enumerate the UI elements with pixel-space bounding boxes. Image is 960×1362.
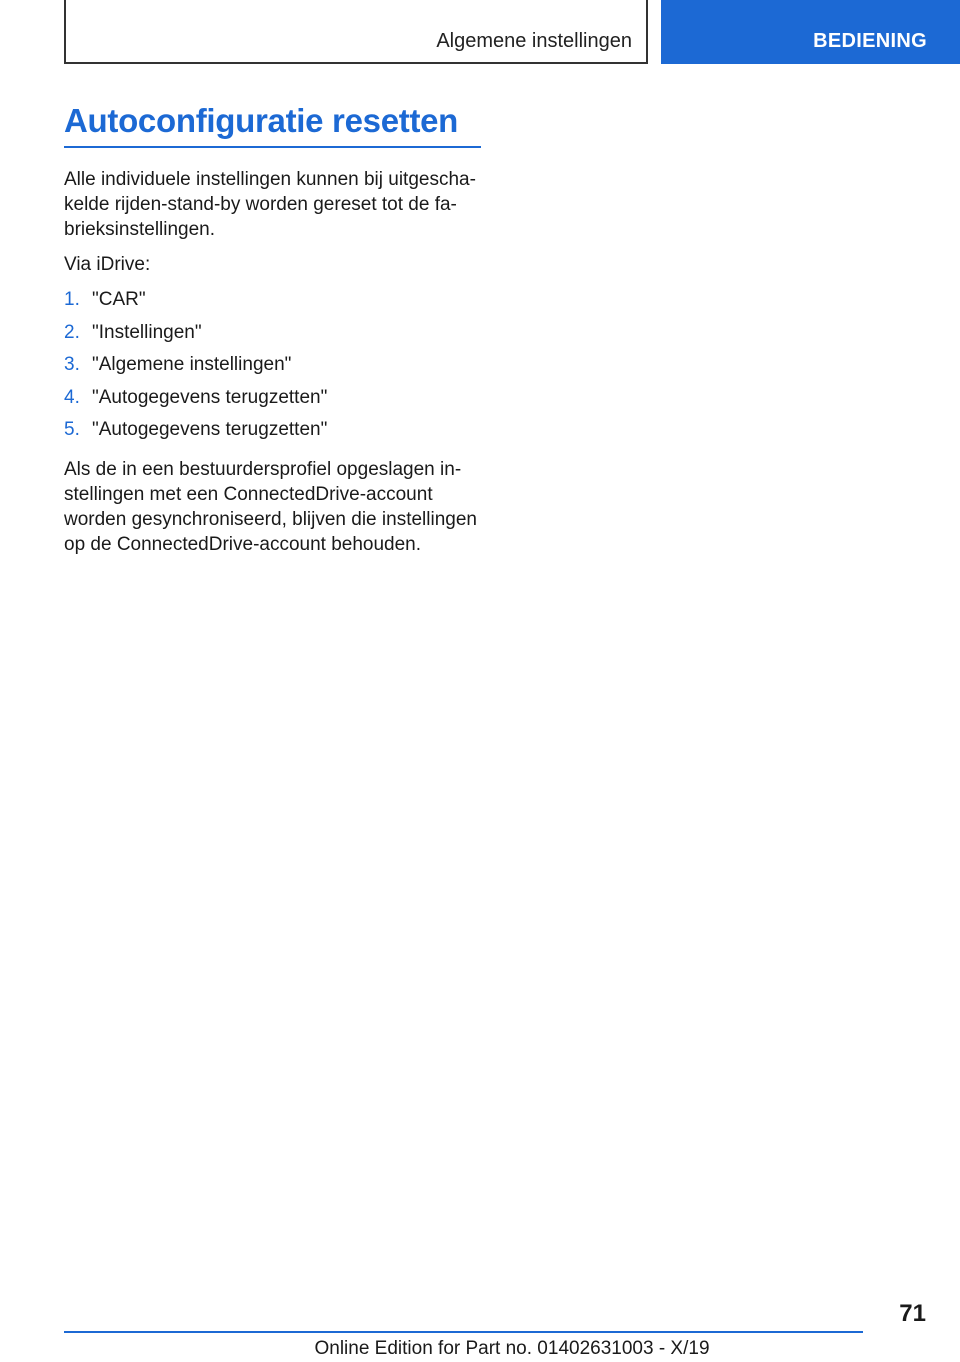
intro-line: kelde rijden-stand-by worden gereset tot de fa- bbox=[64, 194, 457, 215]
step-text: "CAR" bbox=[92, 289, 146, 310]
page-number: 71 bbox=[899, 1300, 926, 1327]
list-item bbox=[64, 417, 484, 450]
title-underline bbox=[64, 146, 481, 148]
list-item bbox=[64, 287, 484, 320]
step-number: 4. bbox=[64, 386, 80, 408]
steps-list bbox=[64, 287, 484, 450]
intro-line: brieksinstellingen. bbox=[64, 219, 216, 240]
note-line: stellingen met een ConnectedDrive-account bbox=[64, 483, 433, 505]
header-chapter-label: BEDIENING bbox=[813, 30, 927, 52]
page-title: Autoconfiguratie resetten bbox=[64, 102, 459, 139]
step-text: "Algemene instellingen" bbox=[92, 354, 292, 375]
header-section-title: Algemene instellingen bbox=[436, 30, 632, 52]
step-number: 5. bbox=[64, 419, 80, 440]
note-line: Als de in een bestuurdersprofiel opgeslagen in- bbox=[64, 458, 462, 480]
header-chapter-tab bbox=[661, 0, 960, 64]
intro-line: Alle individuele instellingen kunnen bij uitgescha- bbox=[64, 169, 476, 190]
step-text: "Autogegevens terugzetten" bbox=[92, 419, 328, 440]
note-line: worden gesynchroniseerd, blijven die instellingen bbox=[64, 508, 477, 530]
list-item bbox=[64, 385, 484, 418]
step-number: 2. bbox=[64, 321, 80, 343]
note-paragraph bbox=[64, 457, 484, 557]
step-text: "Autogegevens terugzetten" bbox=[92, 386, 328, 408]
intro-paragraph bbox=[64, 167, 484, 242]
header-section-box bbox=[64, 0, 648, 64]
list-item bbox=[64, 352, 484, 385]
note-line: op de ConnectedDrive-account behouden. bbox=[64, 533, 422, 555]
step-text: "Instellingen" bbox=[92, 321, 202, 343]
step-number: 3. bbox=[64, 354, 80, 375]
list-item bbox=[64, 320, 484, 353]
footer-edition-text: Online Edition for Part no. 01402631003 - X/19 bbox=[314, 1338, 710, 1359]
via-idrive-label: Via iDrive: bbox=[64, 254, 151, 275]
main-content bbox=[64, 167, 484, 557]
step-number: 1. bbox=[64, 289, 80, 310]
footer-divider bbox=[64, 1331, 863, 1333]
